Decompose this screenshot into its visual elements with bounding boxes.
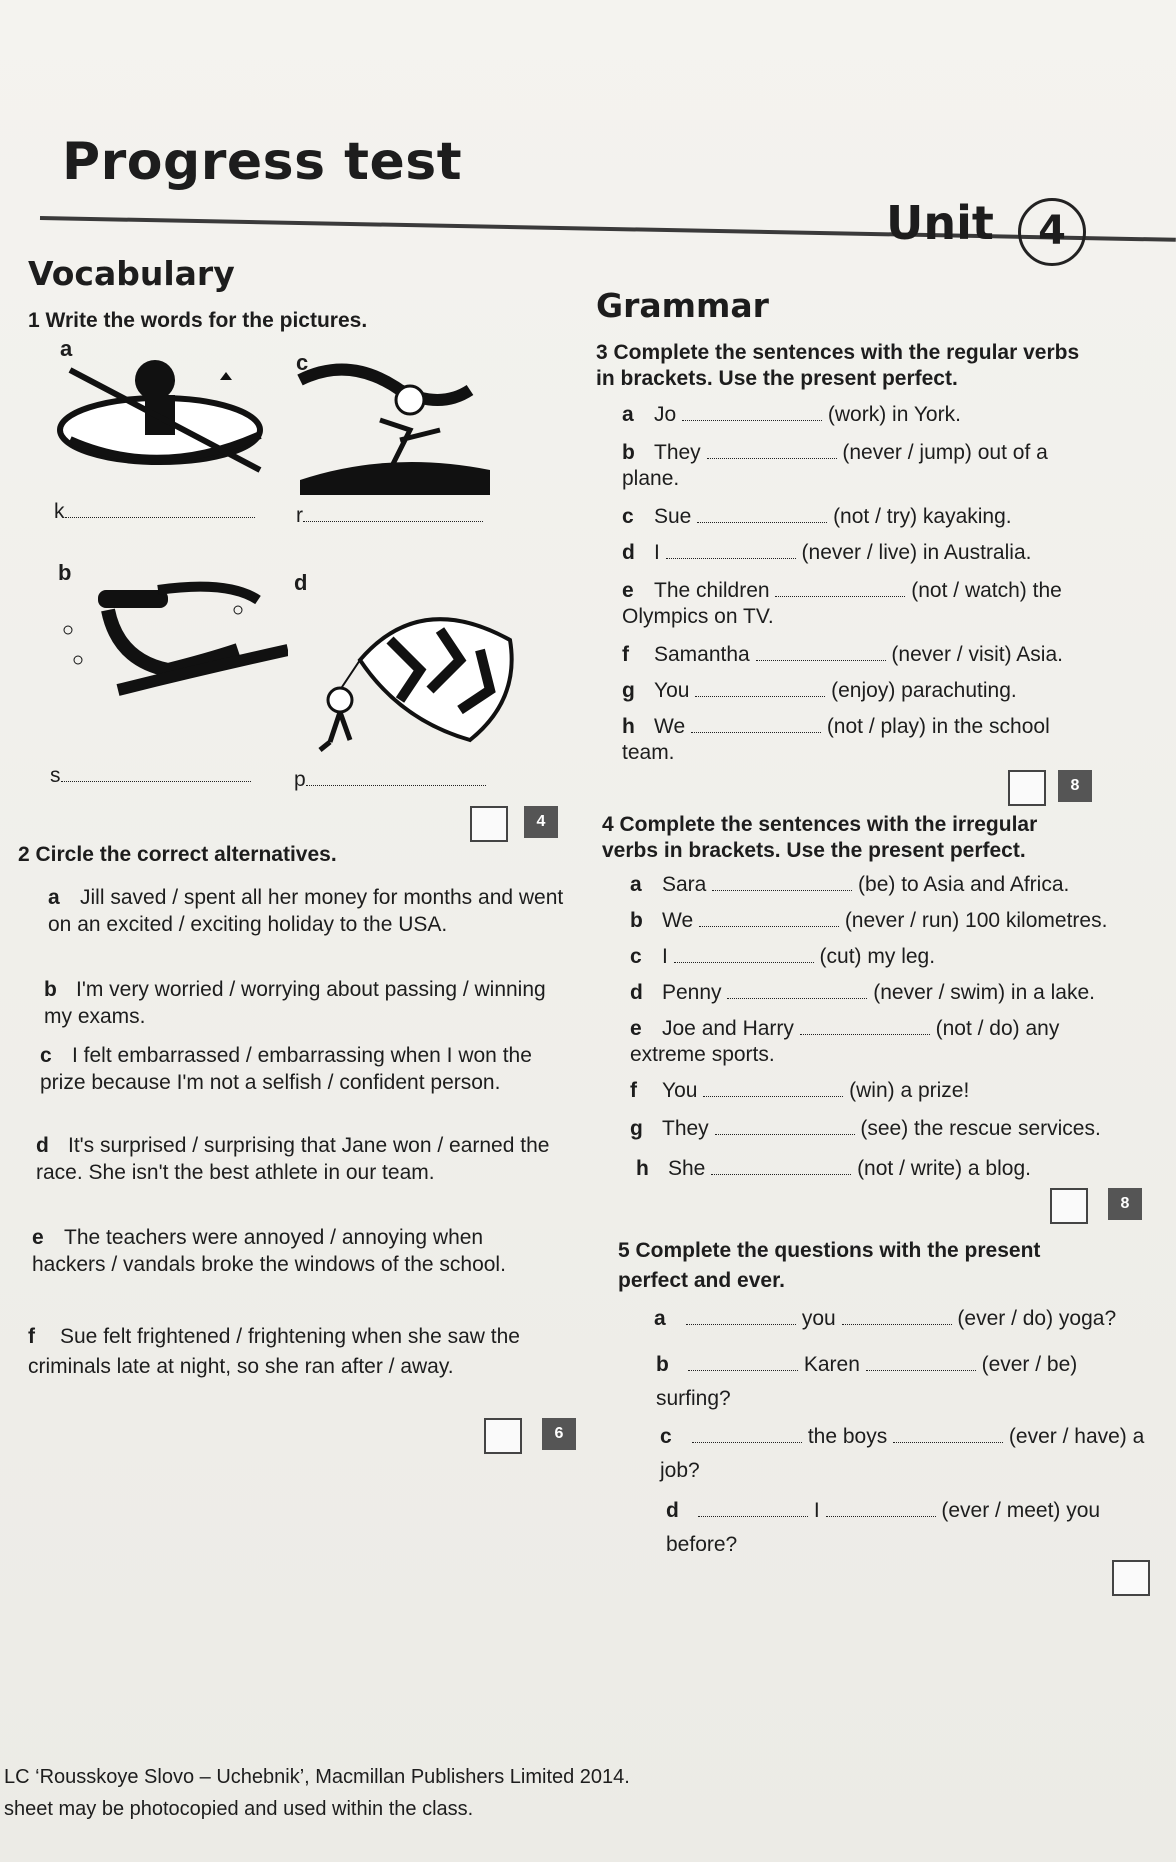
q4-item[interactable]: f You (win) a prize! xyxy=(630,1079,970,1102)
q4-score: 8 xyxy=(1108,1188,1142,1220)
parachuting-picture xyxy=(300,600,520,760)
q3-item[interactable]: a Jo (work) in York. xyxy=(622,403,961,426)
copyright-line: LC ‘Rousskoye Slovo – Uchebnik’, Macmillan Publishers Limited 2014. xyxy=(4,1766,630,1788)
pic-d-answer[interactable]: p xyxy=(294,768,486,792)
header-rule xyxy=(40,216,1176,242)
kayaking-picture xyxy=(50,350,280,490)
q3-item[interactable]: h We (not / play) in the school team. xyxy=(622,715,1050,764)
q5-item[interactable]: a you (ever / do) yoga? xyxy=(654,1307,1117,1330)
unit-number-badge: 4 xyxy=(1018,198,1086,266)
q4-item[interactable]: e Joe and Harry (not / do) any extreme sports. xyxy=(630,1017,1060,1066)
q3-score-box[interactable] xyxy=(1008,770,1046,806)
q4-item[interactable]: d Penny (never / swim) in a lake. xyxy=(630,981,1095,1004)
snowboarding-picture xyxy=(58,570,288,720)
pic-a-answer[interactable]: k xyxy=(54,500,255,524)
q5-item[interactable]: d I (ever / meet) you before? xyxy=(666,1499,1101,1556)
pic-b-answer[interactable]: s xyxy=(50,764,251,788)
pic-b-label: b xyxy=(58,560,72,585)
vocabulary-heading: Vocabulary xyxy=(28,254,235,293)
q2-item[interactable]: d It's surprised / surprising that Jane won / earned the race. She isn't the best athlete in our team. xyxy=(36,1134,550,1184)
photocopy-note: sheet may be photocopied and used within the class. xyxy=(4,1798,474,1820)
q2-item[interactable]: c I felt embarrassed / embarrassing when I won the prize because I'm not a selfish / confident person. xyxy=(40,1044,532,1094)
q1-score: 4 xyxy=(524,806,558,838)
q5-score-box[interactable] xyxy=(1112,1560,1150,1596)
q2-item[interactable]: a Jill saved / spent all her money for months and went on an excited / exciting holiday to the USA. xyxy=(48,886,564,936)
q3-item[interactable]: e The children (not / watch) the Olympics on TV. xyxy=(622,579,1062,628)
pic-a-label: a xyxy=(60,336,73,361)
running-picture xyxy=(290,360,490,500)
q5-item[interactable]: b Karen (ever / be) surfing? xyxy=(656,1353,1078,1410)
pic-c-answer[interactable]: r xyxy=(296,504,483,528)
unit-label: Unit xyxy=(886,196,994,250)
q2-item[interactable]: b I'm very worried / worrying about passing / winning my exams. xyxy=(44,978,546,1028)
q3-item[interactable]: b They (never / jump) out of a plane. xyxy=(622,441,1048,490)
pic-d-label: d xyxy=(294,570,308,595)
q3-item[interactable]: d I (never / live) in Australia. xyxy=(622,541,1032,564)
q3-instruction: 3 Complete the sentences with the regular verbs in brackets. Use the present perfect. xyxy=(596,341,1080,390)
q4-item[interactable]: h She (not / write) a blog. xyxy=(636,1157,1031,1180)
q3-item[interactable]: g You (enjoy) parachuting. xyxy=(622,679,1017,702)
q2-score: 6 xyxy=(542,1418,576,1450)
q4-item[interactable]: a Sara (be) to Asia and Africa. xyxy=(630,873,1070,896)
q3-score: 8 xyxy=(1058,770,1092,802)
q4-item[interactable]: c I (cut) my leg. xyxy=(630,945,936,968)
pic-c-label: c xyxy=(296,350,309,375)
q5-item[interactable]: c the boys (ever / have) a job? xyxy=(660,1425,1145,1482)
q2-item[interactable]: e The teachers were annoyed / annoying when hackers / vandals broke the windows of the school. xyxy=(32,1226,506,1276)
q1-instruction: 1 Write the words for the pictures. xyxy=(28,309,368,332)
q2-instruction: 2 Circle the correct alternatives. xyxy=(18,843,337,866)
q5-instruction: 5 Complete the questions with the present perfect and ever. xyxy=(618,1239,1041,1292)
q4-score-box[interactable] xyxy=(1050,1188,1088,1224)
q2-item[interactable]: f Sue felt frightened / frightening when she saw the criminals late at night, so she ran after / away. xyxy=(28,1325,520,1378)
q4-item[interactable]: g They (see) the rescue services. xyxy=(630,1117,1101,1140)
q3-item[interactable]: f Samantha (never / visit) Asia. xyxy=(622,643,1063,666)
grammar-heading: Grammar xyxy=(596,286,769,325)
page-title: Progress test xyxy=(62,132,463,192)
q2-score-box[interactable] xyxy=(484,1418,522,1454)
q4-item[interactable]: b We (never / run) 100 kilometres. xyxy=(630,909,1108,932)
q3-item[interactable]: c Sue (not / try) kayaking. xyxy=(622,505,1012,528)
q1-score-box[interactable] xyxy=(470,806,508,842)
q4-instruction: 4 Complete the sentences with the irregular verbs in brackets. Use the present perfect. xyxy=(602,813,1038,862)
